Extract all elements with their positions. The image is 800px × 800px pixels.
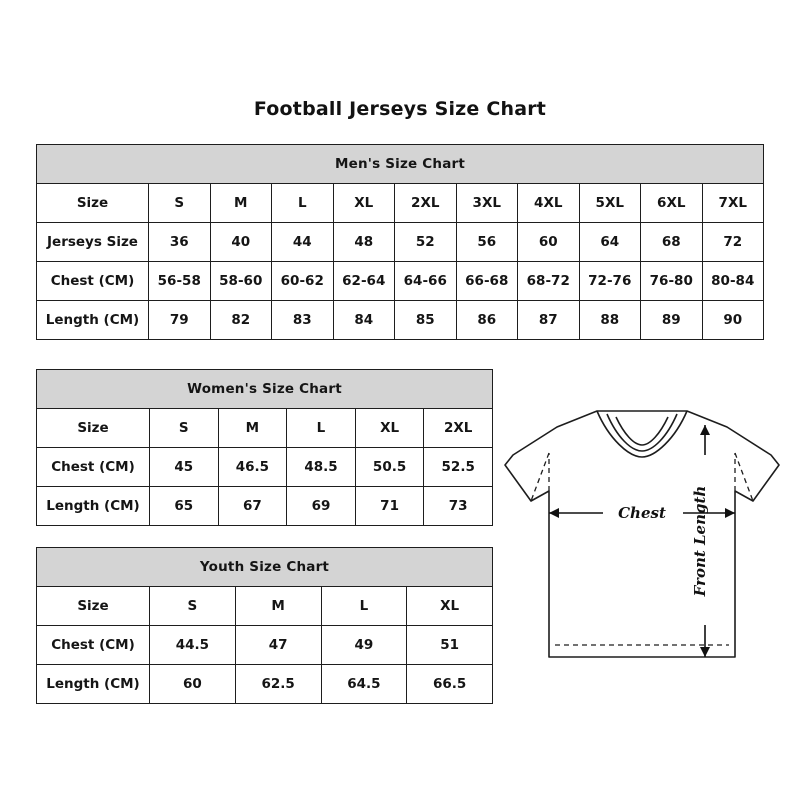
table-cell: 80-84 [702, 262, 764, 301]
table-cell: S [150, 409, 219, 448]
mens-table-title: Men's Size Chart [37, 145, 764, 184]
table-cell: 89 [641, 301, 703, 340]
row-label: Size [37, 587, 150, 626]
table-cell: 82 [210, 301, 272, 340]
row-label: Chest (CM) [37, 626, 150, 665]
table-header-row [37, 370, 493, 409]
row-label: Size [37, 409, 150, 448]
table-cell: 64 [579, 223, 641, 262]
table-row [37, 223, 764, 262]
table-cell: 48.5 [287, 448, 356, 487]
table-cell: 2XL [424, 409, 493, 448]
table-cell: 7XL [702, 184, 764, 223]
table-cell: 60 [518, 223, 580, 262]
table-cell: 65 [150, 487, 219, 526]
table-cell: 68 [641, 223, 703, 262]
row-label: Length (CM) [37, 487, 150, 526]
shirt-outline-icon [505, 411, 779, 657]
row-label: Chest (CM) [37, 262, 149, 301]
table-cell: XL [355, 409, 424, 448]
table-header-row [37, 548, 493, 587]
table-row [37, 301, 764, 340]
table-cell: 67 [218, 487, 287, 526]
row-label: Size [37, 184, 149, 223]
table-cell: L [272, 184, 334, 223]
table-row [37, 262, 764, 301]
table-cell: 69 [287, 487, 356, 526]
table-cell: 47 [235, 626, 321, 665]
table-cell: 46.5 [218, 448, 287, 487]
page-title: Football Jerseys Size Chart [253, 98, 547, 120]
table-cell: M [218, 409, 287, 448]
table-row [37, 487, 493, 526]
table-cell: 52 [395, 223, 457, 262]
row-label: Jerseys Size [37, 223, 149, 262]
table-cell: 88 [579, 301, 641, 340]
table-cell: 2XL [395, 184, 457, 223]
table-cell: 90 [702, 301, 764, 340]
table-cell: 40 [210, 223, 272, 262]
table-cell: 60-62 [272, 262, 334, 301]
shirt-measurement-diagram [497, 395, 787, 695]
table-cell: 48 [333, 223, 395, 262]
table-cell: 50.5 [355, 448, 424, 487]
table-cell: XL [333, 184, 395, 223]
table-cell: 86 [456, 301, 518, 340]
table-cell: 83 [272, 301, 334, 340]
table-cell: 79 [149, 301, 211, 340]
table-cell: 49 [321, 626, 407, 665]
table-cell: 72-76 [579, 262, 641, 301]
table-cell: L [321, 587, 407, 626]
row-label: Length (CM) [37, 301, 149, 340]
table-cell: 56 [456, 223, 518, 262]
table-cell: 56-58 [149, 262, 211, 301]
table-cell: 60 [150, 665, 236, 704]
womens-size-chart-section [36, 369, 493, 526]
table-cell: L [287, 409, 356, 448]
table-cell: 66.5 [407, 665, 493, 704]
table-cell: 64-66 [395, 262, 457, 301]
right-sleeve-inner [735, 453, 753, 501]
table-cell: 44 [272, 223, 334, 262]
table-row [37, 448, 493, 487]
table-cell: 72 [702, 223, 764, 262]
front-length-label: Front Length [691, 485, 709, 597]
table-cell: 76-80 [641, 262, 703, 301]
table-row [37, 409, 493, 448]
table-row [37, 665, 493, 704]
row-label: Chest (CM) [37, 448, 150, 487]
table-cell: 84 [333, 301, 395, 340]
table-cell: 36 [149, 223, 211, 262]
table-cell: 62-64 [333, 262, 395, 301]
youth-size-chart-section [36, 547, 493, 704]
table-cell: 87 [518, 301, 580, 340]
table-cell: 44.5 [150, 626, 236, 665]
table-cell: 71 [355, 487, 424, 526]
table-cell: M [210, 184, 272, 223]
womens-table-title: Women's Size Chart [37, 370, 493, 409]
table-cell: 5XL [579, 184, 641, 223]
table-row [37, 184, 764, 223]
left-sleeve-inner [531, 453, 549, 501]
table-cell: 62.5 [235, 665, 321, 704]
table-cell: 73 [424, 487, 493, 526]
table-cell: 45 [150, 448, 219, 487]
table-cell: 66-68 [456, 262, 518, 301]
table-cell: XL [407, 587, 493, 626]
chest-label: Chest [618, 504, 666, 522]
table-cell: S [149, 184, 211, 223]
table-cell: 3XL [456, 184, 518, 223]
table-cell: 51 [407, 626, 493, 665]
table-cell: 85 [395, 301, 457, 340]
row-label: Length (CM) [37, 665, 150, 704]
table-cell: 64.5 [321, 665, 407, 704]
table-cell: 6XL [641, 184, 703, 223]
table-cell: M [235, 587, 321, 626]
youth-table-title: Youth Size Chart [37, 548, 493, 587]
table-cell: 4XL [518, 184, 580, 223]
table-cell: S [150, 587, 236, 626]
mens-size-table [36, 144, 764, 340]
table-row [37, 626, 493, 665]
table-cell: 58-60 [210, 262, 272, 301]
womens-size-table [36, 369, 493, 526]
table-row [37, 587, 493, 626]
youth-size-table [36, 547, 493, 704]
table-cell: 68-72 [518, 262, 580, 301]
mens-size-chart-section [36, 144, 764, 340]
table-cell: 52.5 [424, 448, 493, 487]
table-header-row [37, 145, 764, 184]
